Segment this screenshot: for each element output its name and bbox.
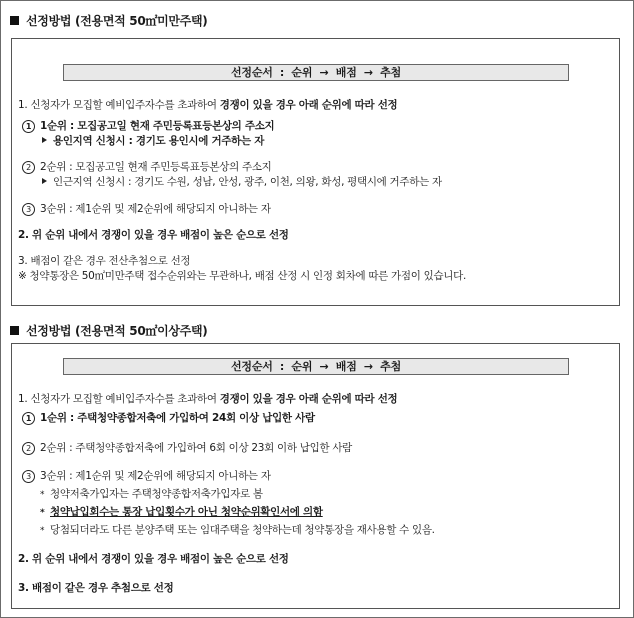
section1-rank2-sub: 인근지역 신청시 : 경기도 수원, 성남, 안성, 광주, 이천, 의왕, 화성, 평택시에 거주하는 자 [42,175,442,189]
square-bullet-icon [10,16,19,25]
circled-number-icon: 2 [22,161,35,174]
circled-number-icon: 2 [22,442,35,455]
section1-order-bar: 선정순서 : 순위 → 배점 → 추첨 [63,64,569,81]
section2-rank3: 3 3순위 : 제1순위 및 제2순위에 해당되지 아니하는 자 [22,469,271,483]
section1-title: 선정방법 (전용면적 50㎡미만주택) [10,12,207,29]
circled-number-icon: 1 [22,120,35,133]
section2-line2: 2. 위 순위 내에서 경쟁이 있을 경우 배점이 높은 순으로 선정 [18,553,289,565]
asterisk-bullet-icon: * [40,508,45,518]
section1-box [11,38,620,306]
section2-title: 선정방법 (전용면적 50㎡이상주택) [10,322,207,339]
circled-number-icon: 3 [22,203,35,216]
circled-number-icon: 3 [22,470,35,483]
section2-order-bar: 선정순서 : 순위 → 배점 → 추첨 [63,358,569,375]
asterisk-bullet-icon: * [40,490,45,500]
asterisk-bullet-icon: * [40,526,45,536]
section2-line3: 3. 배점이 같은 경우 추첨으로 선정 [18,582,174,594]
section2-box [11,343,620,609]
triangle-bullet-icon [42,178,47,184]
section2-star3: * 당첨되더라도 다른 분양주택 또는 임대주택을 청약하는데 청약통장을 재사용할 수 있음. [40,524,435,536]
triangle-bullet-icon [42,137,47,143]
section2-star2: * 청약납입회수는 통장 납입횟수가 아닌 청약순위확인서에 의함 [40,506,323,518]
section1-note: ※ 청약통장은 50㎡미만주택 접수순위와는 무관하나, 배점 산정 시 인정 회차에 따른 가점이 있습니다. [18,270,467,282]
section1-rank1: 1 1순위 : 모집공고일 현재 주민등록표등본상의 주소지 [22,119,274,133]
section2-star1: * 청약저축가입자는 주택청약종합저축가입자로 봄 [40,488,263,500]
section1-line3: 3. 배점이 같은 경우 전산추첨으로 선정 [18,255,191,267]
section2-rank2: 2 2순위 : 주택청약종합저축에 가입하여 6회 이상 23회 이하 납입한 사람 [22,441,352,455]
circled-number-icon: 1 [22,412,35,425]
section2-rank1: 1 1순위 : 주택청약종합저축에 가입하여 24회 이상 납입한 사람 [22,411,315,425]
section2-line1: 1. 신청자가 모집할 예비입주자수를 초과하여 경쟁이 있을 경우 아래 순위에 따라 선정 [18,393,398,405]
square-bullet-icon [10,326,19,335]
section1-line2: 2. 위 순위 내에서 경쟁이 있을 경우 배점이 높은 순으로 선정 [18,229,289,241]
section1-rank2: 2 2순위 : 모집공고일 현재 주민등록표등본상의 주소지 [22,160,272,174]
section1-rank1-sub: 용인지역 신청시 : 경기도 용인시에 거주하는 자 [42,134,264,148]
section1-line1: 1. 신청자가 모집할 예비입주자수를 초과하여 경쟁이 있을 경우 아래 순위에 따라 선정 [18,99,398,111]
section1-rank3: 3 3순위 : 제1순위 및 제2순위에 해당되지 아니하는 자 [22,202,271,216]
